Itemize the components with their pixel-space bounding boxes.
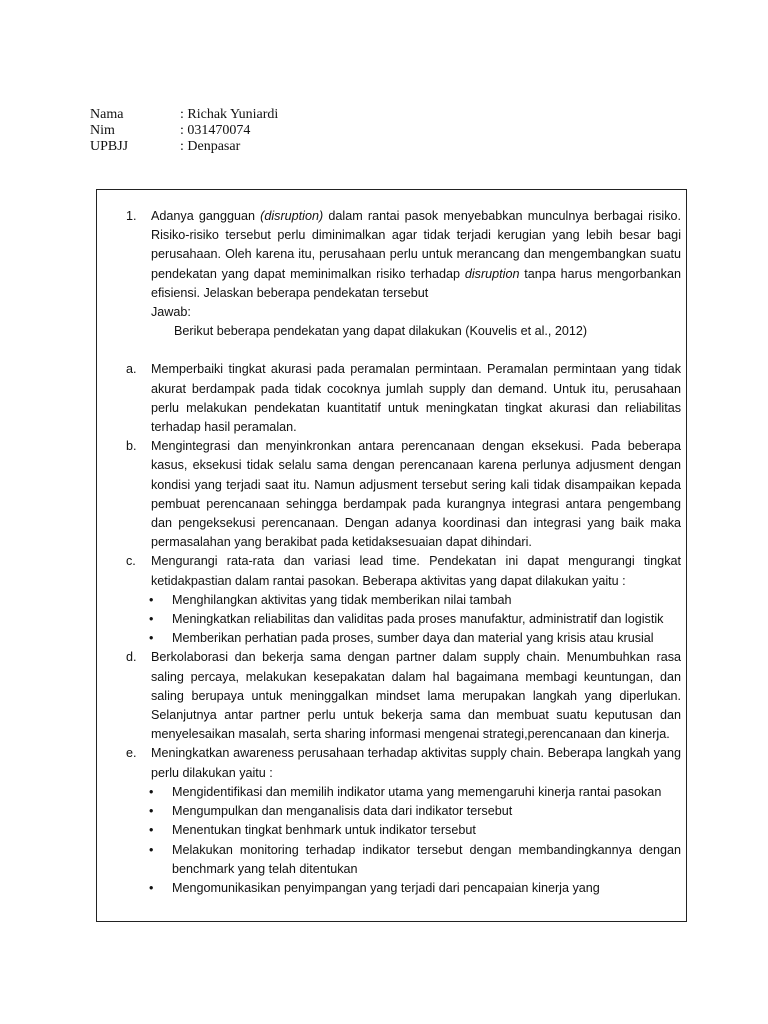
upbjj-label: UPBJJ <box>90 139 129 154</box>
question-text-part1: Adanya gangguan <box>151 209 261 223</box>
question-term-disruption-2: disruption <box>464 266 520 281</box>
bullet-text: Meningkatkan reliabilitas dan validitas pada proses manufaktur, administratif dan logistik <box>172 612 664 627</box>
bullet-item-c-3 <box>126 629 681 648</box>
name-label: Nama <box>90 107 124 122</box>
bullet-item-c-2 <box>126 610 681 629</box>
answer-content <box>126 207 681 898</box>
name-value: : Richak Yuniardi <box>180 107 279 122</box>
name-row <box>90 107 278 123</box>
bullet-text: Memberikan perhatian pada proses, sumber daya dan material yang krisis atau krusial <box>172 631 654 646</box>
bullet-dot: • <box>149 880 154 895</box>
question-text-part3: tanpa harus mengorbankan efisiensi. Jelaskan beberapa pendekatan tersebut <box>151 266 681 300</box>
bullet-item-c-1 <box>126 591 681 610</box>
bullet-item-e-2 <box>126 802 681 821</box>
nim-row <box>90 123 278 139</box>
item-text-d: Berkolaborasi dan bekerja sama dengan partner dalam supply chain. Menumbuhkan rasa saling percaya, melakukan kesepakatan dalam hal bagaimana membagi keuntungan, dan saling berupaya untuk meninggalkan mindset lama merupakan langkah yang diperlukan. Selanjutnya antar partner perlu untuk bekerja sama dan membuat suatu keputusan dan menyelesaikan masalah, serta sharing informasi mengenai strategi,perencanaan dan kinerja. <box>151 650 681 742</box>
item-text-e: Meningkatkan awareness perusahaan terhadap aktivitas supply chain. Beberapa langkah yang perlu dilakukan yaitu : <box>151 746 681 780</box>
bullet-dot: • <box>149 823 154 838</box>
upbjj-value: : Denpasar <box>180 139 241 154</box>
question-term-disruption-1: (disruption) <box>260 209 324 223</box>
answer-intro: Berikut beberapa pendekatan yang dapat dilakukan (Kouvelis et al., 2012) <box>174 324 588 339</box>
question-1 <box>126 207 681 303</box>
jawab-label: Jawab: <box>151 305 191 320</box>
item-marker-b: b. <box>126 439 137 454</box>
bullet-dot: • <box>149 784 154 799</box>
bullet-dot: • <box>149 592 154 607</box>
answer-item-c <box>126 552 681 590</box>
bullet-text: Melakukan monitoring terhadap indikator tersebut dengan membandingkannya dengan benchmark yang telah ditentukan <box>172 842 681 876</box>
bullet-dot: • <box>149 804 154 819</box>
upbjj-row <box>90 139 278 155</box>
item-marker-c: c. <box>126 554 136 569</box>
question-number: 1. <box>126 209 137 223</box>
answer-item-a <box>126 360 681 437</box>
bullet-dot: • <box>149 612 154 627</box>
item-marker-d: d. <box>126 650 137 665</box>
student-info <box>90 107 278 155</box>
bullet-text: Mengomunikasikan penyimpangan yang terjadi dari pencapaian kinerja yang <box>172 880 600 895</box>
item-marker-e: e. <box>126 746 137 761</box>
bullet-dot: • <box>149 842 154 857</box>
answer-item-b <box>126 437 681 552</box>
answer-box <box>96 189 687 922</box>
bullet-item-e-4 <box>126 841 681 879</box>
bullet-text: Mengumpulkan dan menganalisis data dari indikator tersebut <box>172 804 513 819</box>
item-marker-a: a. <box>126 362 137 377</box>
bullet-text: Menghilangkan aktivitas yang tidak memberikan nilai tambah <box>172 592 512 607</box>
bullet-item-e-1 <box>126 783 681 802</box>
item-text-b: Mengintegrasi dan menyinkronkan antara perencanaan dengan eksekusi. Pada beberapa kasus, eksekusi tidak selalu sama dengan perencanaan karena perlunya adjusment dengan kondisi yang terjadi saat itu. Namun adjusment tersebut sering kali tidak disampaikan kepada pembuat perencanaan sehingga berdampak pada kurangnya integrasi antara pengembang dan pengeksekusi perencanaan. Dengan adanya koordinasi dan integrasi yang baik maka permasalahan yang berakibat pada ketidaksesuaian dapat dihindari. <box>151 439 681 550</box>
item-text-c: Mengurangi rata-rata dan variasi lead time. Pendekatan ini dapat mengurangi tingkat ketidakpastian dalam rantai pasokan. Beberapa aktivitas yang dapat dilakukan yaitu : <box>151 554 681 588</box>
answer-item-e <box>126 744 681 782</box>
nim-label: Nim <box>90 123 115 138</box>
item-text-a: Memperbaiki tingkat akurasi pada peramalan permintaan. Peramalan permintaan yang tidak akurat berdampak pada tidak cocoknya jumlah supply dan demand. Untuk itu, perusahaan perlu melakukan pendekatan kuantitatif untuk meningkatan tingkat akurasi dan reliabilitas terhadap hasil peramalan. <box>151 362 681 435</box>
bullet-text: Mengidentifikasi dan memilih indikator utama yang memengaruhi kinerja rantai pasokan <box>172 784 662 799</box>
spacer <box>126 341 681 360</box>
question-text-part2: dalam rantai pasok menyebabkan munculnya berbagai risiko. Risiko-risiko tersebut perlu diminimalkan agar tidak terjadi kerugian yang lebih besar bagi perusahaan. Oleh karena itu, perusahaan perlu untuk merancang dan mengembangkan suatu pendekatan yang dapat meminimalkan risiko terhadap <box>151 209 681 281</box>
bullet-item-e-5 <box>126 879 681 898</box>
bullet-item-e-3 <box>126 821 681 840</box>
nim-value: : 031470074 <box>180 123 251 138</box>
bullet-text: Menentukan tingkat benhmark untuk indikator tersebut <box>172 823 476 838</box>
answer-item-d <box>126 648 681 744</box>
bullet-dot: • <box>149 631 154 646</box>
